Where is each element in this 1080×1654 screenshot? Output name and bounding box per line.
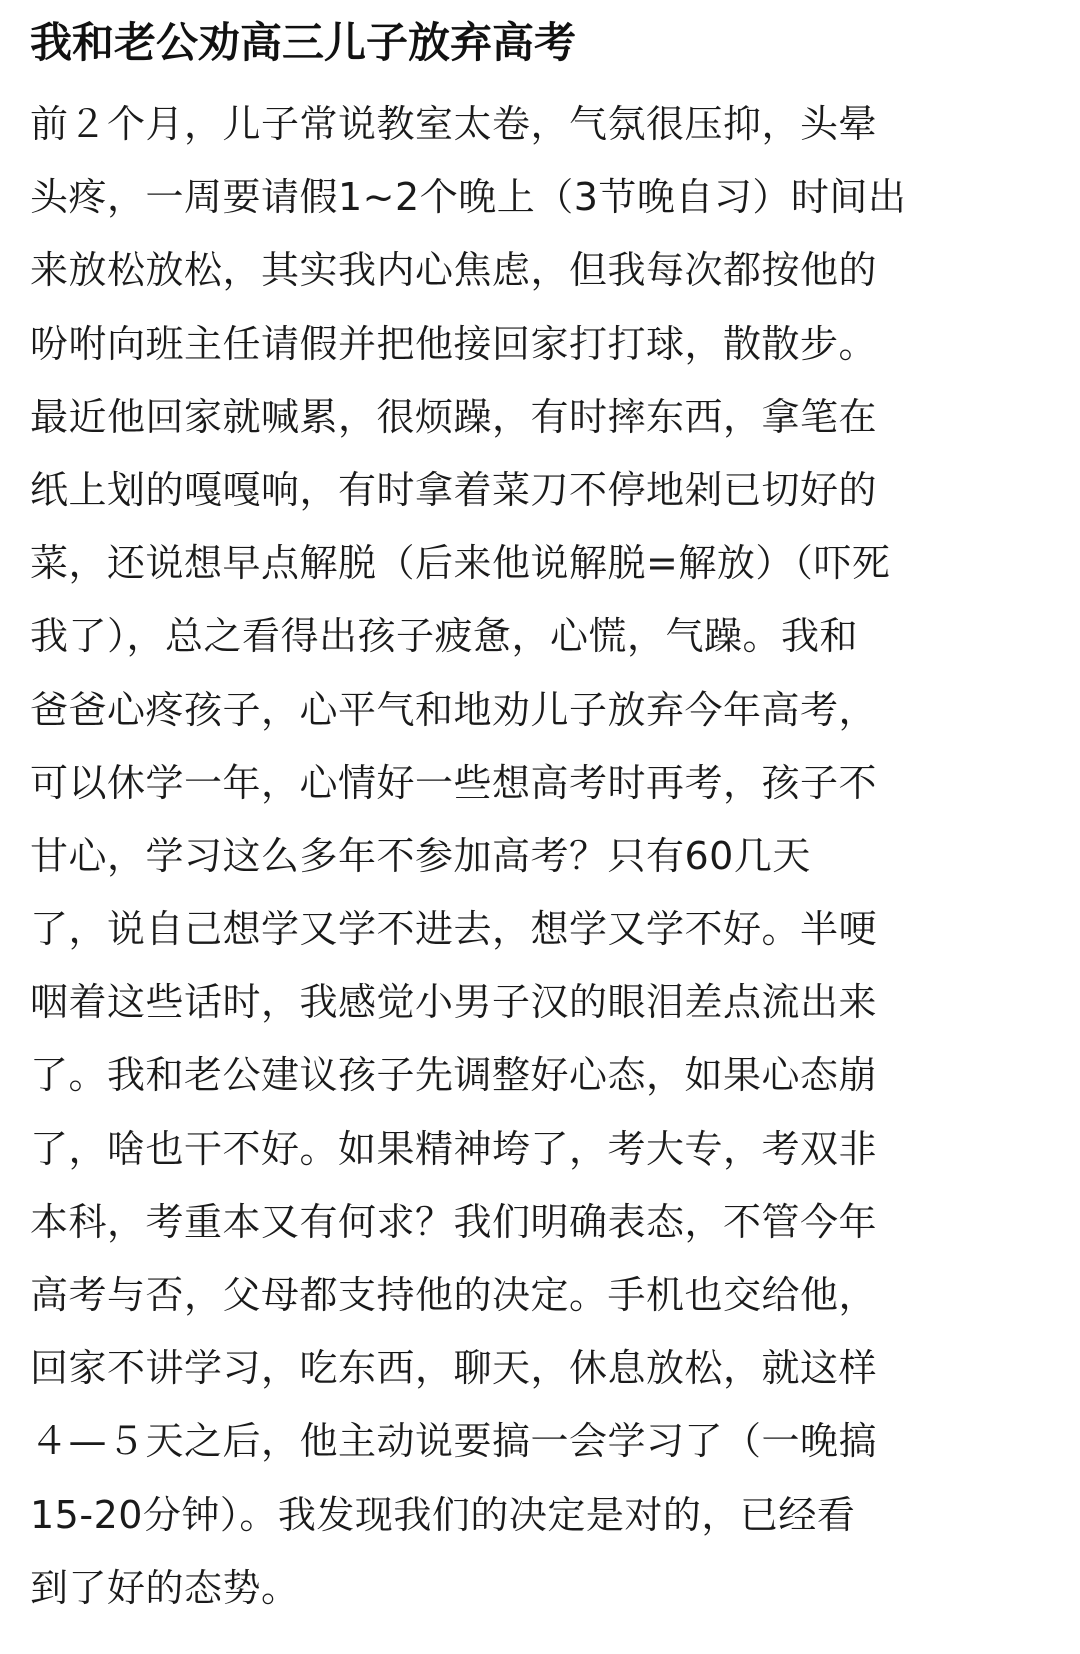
post-line: 爸爸心疼孩子，心平气和地劝儿子放弃今年高考， [30,687,878,732]
post-title: 我和老公劝高三儿子放弃高考 [30,18,577,67]
post-line: 了。我和老公建议孩子先调整好心态，如果心态崩 [30,1053,878,1098]
post-line: ４—５天之后，他主动说要搞一会学习了（一晚搞 [30,1419,878,1464]
post-line: 我了），总之看得出孩子疲惫，心慌，气躁。我和 [30,614,859,659]
post-line: 来放松放松，其实我内心焦虑，但我每次都按他的 [30,248,878,293]
post-line: 15-20分钟）。我发现我们的决定是对的，已经看 [30,1492,856,1537]
post-line: 回家不讲学习，吃东西，聊天，休息放松，就这样 [30,1346,878,1391]
post-line: 纸上划的嘎嘎响，有时拿着菜刀不停地剁已切好的 [30,467,878,512]
post-line: 最近他回家就喊累，很烦躁，有时摔东西，拿笔在 [30,394,878,439]
post-line: 本科，考重本又有何求？我们明确表态，不管今年 [30,1199,878,1244]
post-line: 前２个月，儿子常说教室太卷，气氛很压抑，头晕 [30,102,878,146]
post-line: 了，说自己想学又学不进去，想学又学不好。半哽 [30,907,878,952]
post-line: 可以休学一年，心情好一些想高考时再考，孩子不 [30,760,878,805]
post-line: 菜，还说想早点解脱（后来他说解脱=解放）（吓死 [30,541,891,586]
post-line: 头疼，一周要请假1~2个晚上（3节晚自习）时间出 [30,175,907,220]
post-line: 咽着这些话时，我感觉小男子汉的眼泪差点流出来 [30,980,878,1025]
post-line: 到了好的态势。 [30,1565,300,1610]
post-line: 甘心，学习这么多年不参加高考？只有60几天 [30,833,811,878]
post-line: 吩咐向班主任请假并把他接回家打打球，散散步。 [30,321,878,366]
post-line: 高考与否，父母都支持他的决定。手机也交给他， [30,1273,878,1317]
post-line: 了，啥也干不好。如果精神垮了，考大专，考双非 [30,1126,878,1171]
post-body [30,88,1050,1625]
